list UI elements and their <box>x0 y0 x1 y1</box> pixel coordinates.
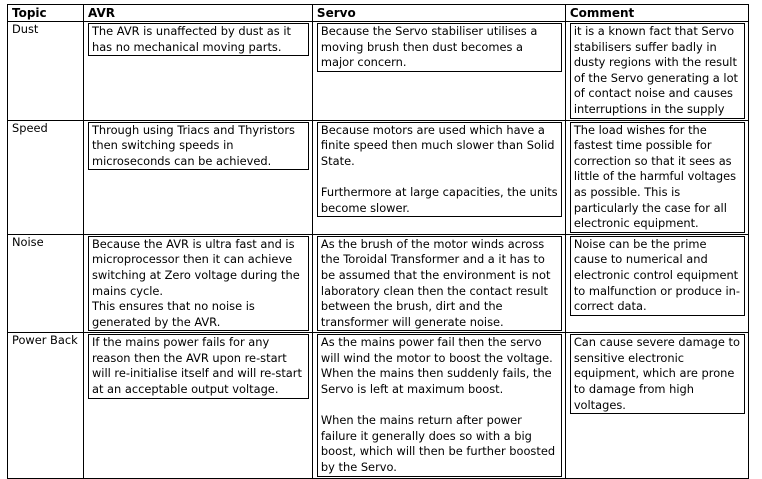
servo-text-box <box>317 23 562 72</box>
topic-label: Speed <box>12 120 48 135</box>
avr-text-box <box>88 23 309 56</box>
servo-cell <box>312 120 565 234</box>
comment-text-box <box>570 23 745 119</box>
avr-text: This ensures that no noise is generated by the AVR. <box>91 299 255 329</box>
comment-cell <box>565 333 748 478</box>
avr-cell <box>83 22 312 121</box>
avr-text: If the mains power fails for any reason then the AVR upon re-start will re-initialise itself and will re-start at an acceptable output voltage. <box>91 335 302 397</box>
table-row-power-back <box>8 333 749 478</box>
header-row <box>8 5 749 22</box>
comment-text: Can cause severe damage to sensitive electronic equipment, which are prone to damage from high voltages. <box>573 335 740 412</box>
header-servo: Servo <box>312 5 565 22</box>
topic-label: Power Back <box>12 333 78 348</box>
table-row-noise <box>8 234 749 333</box>
avr-text: Through using Triacs and Thyristors then switching speeds in microseconds can be achieved. <box>91 122 295 168</box>
header-topic: Topic <box>8 5 84 22</box>
comparison-table <box>7 4 749 479</box>
comment-text-box <box>570 236 745 316</box>
avr-text-box <box>88 334 309 398</box>
topic-cell <box>8 333 84 478</box>
avr-cell <box>83 333 312 478</box>
servo-text: Because motors are used which have a finite speed then much slower than Solid State. <box>320 122 555 168</box>
comment-text: The load wishes for the fastest time possible for correction so that it sees as little of the harmful voltages as possible. This is particularly the case for all electronic equipment. <box>573 122 737 231</box>
servo-text: Furthermore at large capacities, the units become slower. <box>320 184 558 215</box>
topic-cell <box>8 234 84 333</box>
servo-cell <box>312 333 565 478</box>
header-avr: AVR <box>83 5 312 22</box>
topic-cell <box>8 22 84 121</box>
servo-text-box <box>317 236 562 332</box>
avr-text: The AVR is unaffected by dust as it has no mechanical moving parts. <box>91 24 291 54</box>
comment-cell <box>565 22 748 121</box>
comment-text-box <box>570 334 745 414</box>
comment-text-box <box>570 122 745 233</box>
avr-text-box <box>88 122 309 171</box>
table-row-speed <box>8 120 749 234</box>
servo-cell <box>312 22 565 121</box>
servo-text-box <box>317 122 562 218</box>
table-row-dust <box>8 22 749 121</box>
comment-cell <box>565 120 748 234</box>
servo-cell <box>312 234 565 333</box>
header-comment: Comment <box>565 5 748 22</box>
servo-text: When the mains return after power failure it generally does so with a big boost, which will then be further boosted by the Servo. <box>320 413 556 475</box>
comment-text: Noise can be the prime cause to numerical and electronic control equipment to malfunction or produce in-correct data. <box>573 236 740 314</box>
avr-text: Because the AVR is ultra fast and is microprocessor then it can achieve switching at Zero voltage during the mains cycle. <box>91 236 300 298</box>
avr-cell <box>83 234 312 333</box>
servo-text: As the mains power fail then the servo will wind the motor to boost the voltage. When the mains then suddenly fails, the Servo is left at maximum boost. <box>320 335 553 397</box>
avr-cell <box>83 120 312 234</box>
servo-text: Because the Servo stabiliser utilises a moving brush then dust becomes a major concern. <box>320 24 538 70</box>
topic-label: Noise <box>12 234 44 249</box>
comment-text: it is a known fact that Servo stabilisers suffer badly in dusty regions with the result of the Servo generating a lot of contact noise and causes interruptions in the supply <box>573 24 739 116</box>
topic-cell <box>8 120 84 234</box>
comment-cell <box>565 234 748 333</box>
topic-label: Dust <box>12 22 39 36</box>
avr-text-box <box>88 236 309 332</box>
servo-text: As the brush of the motor winds across the Toroidal Transformer and a it has to be assumed that the environment is not laboratory clean then the contact result between the brush, dirt and the transformer will generate noise. <box>320 236 551 329</box>
servo-text-box <box>317 334 562 476</box>
